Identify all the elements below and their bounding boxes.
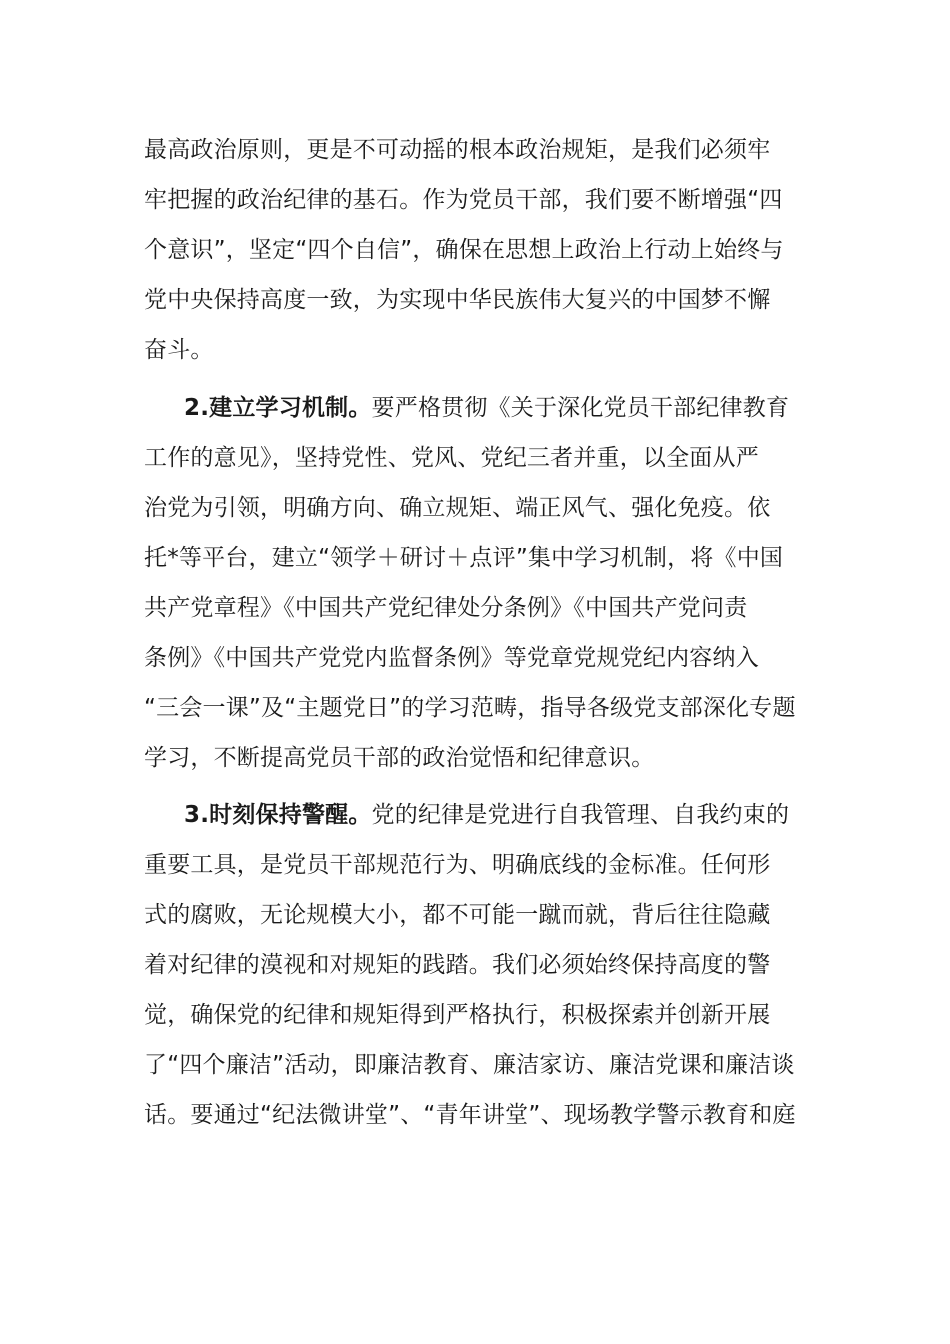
text-line: 托*等平台，建立“领学＋研讨＋点评”集中学习机制，将《中国: [144, 545, 784, 571]
text-run: 要严格贯彻《关于深化党员干部纪律教育: [371, 395, 790, 421]
text-run: 党的纪律是党进行自我管理、自我约束的: [371, 802, 790, 828]
text-line: 了“四个廉洁”活动，即廉洁教育、廉洁家访、廉洁党课和廉洁谈: [144, 1052, 795, 1078]
text-line: 话。要通过“纪法微讲堂”、“青年讲堂”、现场教学警示教育和庭: [144, 1102, 796, 1128]
text-line: 觉，确保党的纪律和规矩得到严格执行，积极探索并创新开展: [144, 1002, 771, 1028]
section-heading: 2.建立学习机制。: [184, 395, 372, 421]
text-line: 最高政治原则，更是不可动摇的根本政治规矩，是我们必须牢: [144, 137, 771, 163]
text-line: 工作的意见》，坚持党性、党风、党纪三者并重，以全面从严: [144, 445, 759, 471]
text-line: 条例》《中国共产党党内监督条例》等党章党规党纪内容纳入: [144, 645, 759, 671]
text-line: 式的腐败，无论规模大小，都不可能一蹴而就，背后往往隐藏: [144, 902, 771, 928]
text-line: “三会一课”及“主题党日”的学习范畴，指导各级党支部深化专题: [144, 695, 796, 721]
text-line: 学习，不断提高党员干部的政治觉悟和纪律意识。: [144, 745, 655, 771]
text-line: 治党为引领，明确方向、确立规矩、端正风气、强化免疫。依: [144, 495, 771, 521]
text-line: 牢把握的政治纪律的基石。作为党员干部，我们要不断增强“四: [144, 187, 783, 213]
paragraph-first-line: [184, 388, 824, 428]
text-line: 重要工具，是党员干部规范行为、明确底线的金标准。任何形: [144, 852, 771, 878]
text-line: 党中央保持高度一致，为实现中华民族伟大复兴的中国梦不懈: [144, 287, 771, 313]
text-line: 奋斗。: [144, 337, 214, 363]
section-heading: 3.时刻保持警醒。: [184, 802, 372, 828]
text-line: 着对纪律的漠视和对规矩的践踏。我们必须始终保持高度的警: [144, 952, 771, 978]
text-line: 个意识”，坚定“四个自信”，确保在思想上政治上行动上始终与: [144, 237, 784, 263]
paragraph-first-line: [184, 795, 824, 835]
text-line: 共产党章程》《中国共产党纪律处分条例》《中国共产党问责: [144, 595, 748, 621]
